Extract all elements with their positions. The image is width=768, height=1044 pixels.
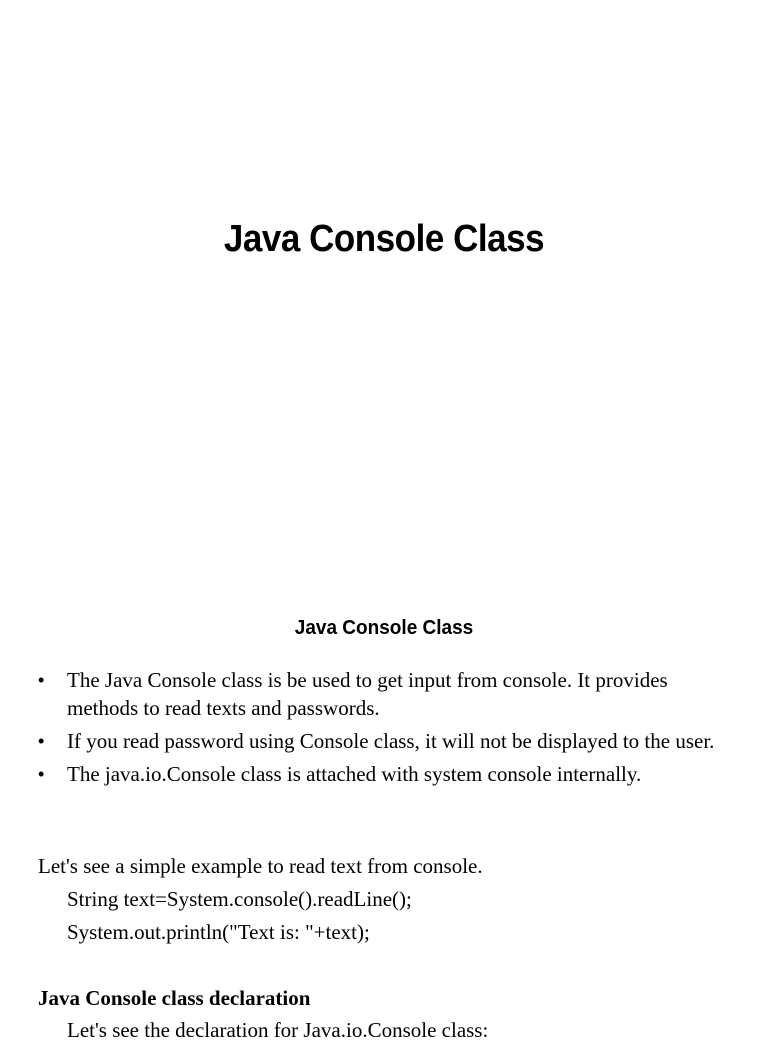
section-heading: Java Console Class <box>294 617 474 639</box>
slide-title: Java Console Class <box>223 218 545 260</box>
code-line: System.out.println("Text is: "+text); <box>67 920 370 944</box>
bullet-item: • If you read password using Console class, it will not be displayed to the user. <box>38 727 728 755</box>
example-intro: Let's see a simple example to read text from console. <box>38 854 483 878</box>
code-line: String text=System.console().readLine(); <box>67 887 412 911</box>
declaration-intro: Let's see the declaration for Java.io.Console class: <box>67 1018 489 1042</box>
bullet-item: • The java.io.Console class is attached with system console internally. <box>38 760 728 788</box>
bullet-list <box>38 666 728 793</box>
bullet-item: • The Java Console class is be used to get input from console. It provides methods to read texts and passwords. <box>38 666 728 722</box>
declaration-heading: Java Console class declaration <box>38 986 311 1010</box>
